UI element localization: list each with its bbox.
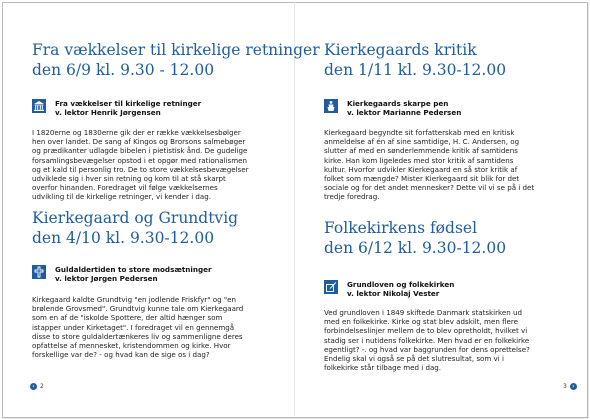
lecture-header	[32, 99, 201, 117]
body-line: Endelig skal vi også se på det slutresultat, som vi i	[324, 354, 504, 364]
lecture-speaker: v. lektor Henrik Jørgensen	[55, 108, 161, 117]
section-title: Fra vækkelser til kirkelige retninger den 6/9 kl. 9.30 - 12.00	[32, 41, 320, 79]
lecture-title: Fra vækkelser til kirkelige retninger	[55, 99, 202, 108]
section-vaekkelser	[32, 41, 320, 202]
section-title: Kierkegaard og Grundtvig den 4/10 kl. 9.30-12.00	[32, 209, 239, 247]
body-line: kirke. Han kom ligeledes med stor kritik af samtidens	[324, 155, 514, 165]
body-line: som en af de "iskolde Spottere, der altid hænger som	[32, 313, 223, 323]
arrow-left-icon[interactable]: ‹	[30, 383, 37, 390]
lecture-speaker: v. lektor Jørgen Pedersen	[55, 274, 158, 283]
section-kierkegaard-grundtvig	[32, 209, 282, 360]
lecture-title: Guldaldertiden to store modsætninger	[55, 265, 212, 274]
body-line: anmeldelse af én af sine samtidige, H. C. Andersen, og	[324, 137, 520, 147]
lecture-header	[324, 280, 454, 298]
body-line: forbindelseslinjer mellem de to blev opretholdt, hvilket vi	[324, 326, 528, 336]
arrow-right-icon[interactable]: ›	[570, 383, 577, 390]
body-line: Kirkegaard kaldte Grundtvig "en jodlende Friskfyr" og "en	[32, 295, 236, 304]
body-line: egentligt? -. og hvad var baggrunden for dens oprettelse?	[324, 344, 530, 354]
body-line: Ved grundloven i 1849 skiftede Danmark statskirken ud	[324, 308, 523, 317]
cross-icon	[32, 265, 46, 279]
section-body	[324, 308, 574, 372]
section-title: Folkekirkens fødsel den 6/12 kl. 9.30-12.00	[324, 219, 507, 257]
lecture-speaker: v. lektor Nikolaj Vester	[347, 289, 440, 298]
body-line: brølende Grovsmed". Grundtvig kunne tale om Kierkegaard	[32, 304, 244, 314]
body-line: kultur. Hvorfor udvikler Kierkegaard en så stor kritik af	[324, 164, 518, 174]
body-line: istapper under Kirketaget". I foredraget vil en gennemgå	[32, 322, 235, 332]
body-line: slutter af med en sønderlemmende kritik af samtidens	[324, 146, 518, 156]
body-line: forsamlingsbevægelser opstod i et opgør med rationalismen	[32, 155, 247, 165]
body-line: forskellige var de? - og hvad kan de sige os i dag?	[32, 350, 210, 360]
section-title: Kierkegaards kritik den 1/11 kl. 9.30-12.00	[324, 41, 507, 79]
lecture-speaker: v. lektor Marianne Pedersen	[347, 108, 462, 117]
page-number: 3 ›	[563, 383, 577, 390]
body-line: sociale og for det andet mennesker? Dette vil vi se på i det	[324, 183, 535, 193]
body-line: I 1820erne og 1830erne gik der er række vækkelsesbølger	[32, 128, 241, 137]
body-line: Kierkegaard begyndte sit forfatterskab med en kritisk	[324, 128, 515, 137]
section-kierkegaards-kritik	[324, 41, 574, 202]
left-page	[2, 0, 320, 419]
section-body	[324, 128, 574, 202]
section-body	[32, 128, 282, 202]
body-line: folket som mængde? Mister Kierkegaard sit blik for det	[324, 174, 520, 184]
church-building-icon	[32, 99, 46, 113]
body-line: udvikling til de kirkelige retninger, vi kender i dag.	[32, 192, 212, 202]
lecture-header	[32, 265, 212, 283]
preacher-pulpit-icon	[324, 99, 338, 113]
page-number: ‹ 2	[30, 383, 44, 390]
section-body	[32, 295, 282, 359]
body-line: med en folkekirke. Kirke og stat blev adskilt, men flere	[324, 317, 519, 327]
body-line: opfattelse af mennesket, kristendommen og kirke. Hvor	[32, 341, 231, 351]
lecture-title: Grundloven og folkekirken	[347, 280, 455, 289]
body-line: disse to store guldaldertænkeres liv og sammenligne deres	[32, 331, 243, 341]
quill-document-icon	[324, 280, 338, 294]
lecture-title: Kierkegaards skarpe pen	[347, 99, 449, 108]
body-line: og et kald til personlig tro. De to store vækkelsesbevægelser	[32, 164, 249, 174]
body-line: stadig ser i nutidens folkekirke. Men hvad er en folkekirke	[324, 335, 530, 345]
body-line: folkekirke står tilbage med i dag.	[324, 363, 442, 373]
section-folkekirkens-fodsel	[324, 219, 574, 373]
right-page	[294, 0, 586, 419]
lecture-header	[324, 99, 461, 117]
body-line: og prædikanter udlagde bibelen i pietistisk ånd. De gudelige	[32, 146, 248, 156]
body-line: udviklede sig i hver sin retning og kom til at stå skarpt	[32, 174, 226, 184]
body-line: tredje foredrag.	[324, 192, 380, 202]
body-line: overfor hinanden. Foredraget vil følge vækkelsernes	[32, 183, 218, 193]
body-line: hen over landet. De sang af Kingos og Brorsons salmebøger	[32, 137, 246, 147]
